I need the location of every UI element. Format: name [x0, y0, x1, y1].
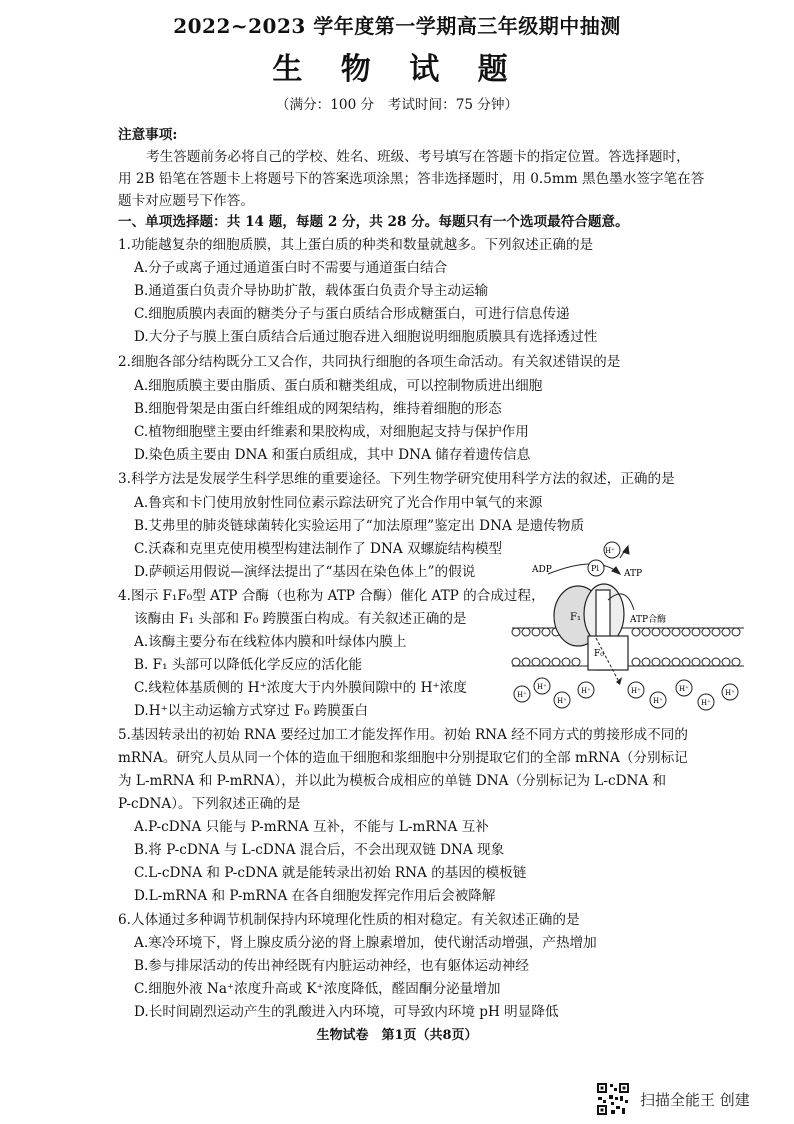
h-ion-label: H⁺	[517, 691, 527, 699]
question-option: C.线粒体基质侧的 H⁺浓度大于内外膜间隙中的 H⁺浓度	[134, 680, 467, 696]
question-stem: 4.图示 F₁F₀型 ATP 合酶（也称为 ATP 合酶）催化 ATP 的合成过程，	[118, 588, 545, 604]
lipid-head	[632, 628, 640, 636]
watermark-label: 扫描全能王 创建	[640, 1090, 750, 1109]
question-stem: P-cDNA）。下列叙述正确的是	[118, 796, 301, 812]
adp-label: ADP	[532, 565, 552, 575]
h-ion-label: H⁺	[557, 697, 567, 705]
lipid-head	[672, 628, 680, 636]
qr-code-icon	[596, 1082, 630, 1116]
h-ion-group	[514, 678, 738, 710]
question-option: B.参与排尿活动的传出神经既有内脏运动神经，也有躯体运动神经	[134, 958, 529, 974]
lipid-head	[722, 628, 730, 636]
exam-subject-title: 生 物 试 题	[272, 52, 522, 87]
page-footer: 生物试卷 第1页（共8页）	[316, 1028, 478, 1043]
exam-title-line1: 2022~2023 学年度第一学期高三年级期中抽测	[173, 14, 621, 38]
question-option: B.将 P-cDNA 与 L-cDNA 混合后，不会出现双链 DNA 现象	[134, 842, 505, 858]
question-option: C.沃森和克里克使用模型构建法制作了 DNA 双螺旋结构模型	[134, 541, 503, 557]
lipid-head	[712, 658, 720, 666]
question-option: C.细胞外液 Na⁺浓度升高或 K⁺浓度降低，醛固酮分泌量增加	[134, 981, 501, 997]
lipid-head	[672, 658, 680, 666]
lipid-head	[652, 628, 660, 636]
notice-line: 用 2B 铅笔在答题卡上将题号下的答案选项涂黑；答非选择题时，用 0.5mm 黑色墨水签字笔在答	[118, 171, 705, 187]
pi-label: Pi	[591, 564, 599, 573]
question-option: A.鲁宾和卡门使用放射性同位素示踪法研究了光合作用中氧气的来源	[134, 495, 543, 511]
lipid-head	[642, 658, 650, 666]
question-stem: 为 L-mRNA 和 P-mRNA），并以此为模板合成相应的单链 DNA（分别标记为 L-cDNA 和	[118, 773, 667, 789]
question-option: C.L-cDNA 和 P-cDNA 就是能转录出初始 RNA 的基因的模板链	[134, 865, 527, 881]
h-ion-label: H⁺	[701, 699, 711, 707]
question-option: D.长时间剧烈运动产生的乳酸进入内环境，可导致内环境 pH 明显降低	[134, 1004, 559, 1020]
notice-line: 考生答题前务必将自己的学校、姓名、班级、考号填写在答题卡的指定位置。答选择题时，	[146, 149, 690, 165]
question-stem: 5.基因转录出的初始 RNA 要经过加工才能发挥作用。初始 RNA 经不同方式的剪接形成不同的	[118, 727, 688, 743]
question-stem: mRNA。研究人员从同一个体的造血干细胞和浆细胞中分别提取它们的全部 mRNA（分别标记	[118, 750, 688, 766]
h-ion-label: H⁺	[537, 683, 547, 691]
lipid-head	[552, 658, 560, 666]
h-ion-label: H⁺	[581, 687, 591, 695]
lipid-head	[512, 658, 520, 666]
question-option: B. F₁ 头部可以降低化学反应的活化能	[134, 657, 363, 673]
question-option: A.寒冷环境下，肾上腺皮质分泌的肾上腺素增加，使代谢活动增强，产热增加	[134, 935, 597, 951]
question-stem: 3.科学方法是发展学生科学思维的重要途径。下列生物学研究使用科学方法的叙述，正确的是	[118, 471, 675, 487]
question-option: A.P-cDNA 只能与 P-mRNA 互补，不能与 L-mRNA 互补	[134, 819, 489, 835]
lipid-head	[692, 658, 700, 666]
lipid-head	[732, 658, 740, 666]
lipid-head	[522, 658, 530, 666]
lipid-head	[542, 658, 550, 666]
f0-channel	[588, 636, 628, 685]
lipid-head	[562, 658, 570, 666]
lipid-head	[712, 628, 720, 636]
question-option: C.植物细胞壁主要由纤维素和果胶构成，对细胞起支持与保护作用	[134, 424, 529, 440]
h-ion-label: H⁺	[653, 697, 663, 705]
question-stem: 1.功能越复杂的细胞质膜，其上蛋白质的种类和数量就越多。下列叙述正确的是	[118, 237, 594, 253]
question-stem: 2.细胞各部分结构既分工又合作，共同执行细胞的各项生命活动。有关叙述错误的是	[118, 354, 621, 370]
question-option: A.该酶主要分布在线粒体内膜和叶绿体内膜上	[134, 634, 407, 650]
lipid-head	[692, 628, 700, 636]
question-option: C.细胞质膜内表面的糖类分子与蛋白质结合形成糖蛋白，可进行信息传递	[134, 306, 570, 322]
lipid-head	[572, 658, 580, 666]
section-heading: 一、单项选择题：共 14 题，每题 2 分，共 28 分。每题只有一个选项最符合题意。	[118, 214, 629, 230]
lipid-head	[682, 628, 690, 636]
question-option: D.萨顿运用假说—演绎法提出了“基因在染色体上”的假说	[134, 564, 476, 580]
lipid-head	[682, 658, 690, 666]
exam-meta: （满分：100 分 考试时间：75 分钟）	[275, 97, 519, 113]
lipid-head	[632, 658, 640, 666]
question-stem: 该酶由 F₁ 头部和 F₀ 跨膜蛋白构成。有关叙述正确的是	[134, 611, 467, 627]
lipid-head	[522, 628, 530, 636]
lipid-head	[702, 658, 710, 666]
notice-heading: 注意事项:	[118, 127, 178, 143]
atp-synthase-diagram	[508, 540, 748, 715]
h-label: H⁺	[605, 547, 615, 555]
lipid-head	[532, 658, 540, 666]
lipid-head	[542, 628, 550, 636]
lipid-head	[732, 628, 740, 636]
question-option: A.细胞质膜主要由脂质、蛋白质和糖类组成，可以控制物质进出细胞	[134, 378, 543, 394]
notice-line: 题卡对应题号下作答。	[118, 193, 254, 209]
question-option: B.通道蛋白负责介导协助扩散，载体蛋白负责介导主动运输	[134, 283, 489, 299]
question-option: D.L-mRNA 和 P-mRNA 在各自细胞发挥完作用后会被降解	[134, 888, 496, 904]
scanner-watermark	[596, 1082, 750, 1116]
lipid-head	[702, 628, 710, 636]
lipid-head	[512, 628, 520, 636]
lipid-head	[532, 628, 540, 636]
lipid-head	[642, 628, 650, 636]
h-ion-label: H⁺	[631, 687, 641, 695]
question-stem: 6.人体通过多种调节机制保持内环境理化性质的相对稳定。有关叙述正确的是	[118, 912, 580, 928]
h-ion-label: H⁺	[679, 685, 689, 693]
lipid-head	[722, 658, 730, 666]
question-option: B.艾弗里的肺炎链球菌转化实验运用了“加法原理”鉴定出 DNA 是遗传物质	[134, 518, 585, 534]
f0-label: F₀	[594, 649, 604, 659]
question-option: D.H⁺以主动运输方式穿过 F₀ 跨膜蛋白	[134, 703, 369, 719]
enzyme-label: ATP合酶	[630, 615, 667, 625]
lipid-head	[662, 658, 670, 666]
question-option: D.染色质主要由 DNA 和蛋白质组成，其中 DNA 储存着遗传信息	[134, 447, 531, 463]
question-option: A.分子或离子通过通道蛋白时不需要与通道蛋白结合	[134, 260, 448, 276]
lipid-head	[662, 628, 670, 636]
question-option: B.细胞骨架是由蛋白纤维组成的网架结构，维持着细胞的形态	[134, 401, 502, 417]
h-ion-label: H⁺	[725, 689, 735, 697]
atp-label: ATP	[624, 569, 643, 579]
question-option: D.大分子与膜上蛋白质结合后通过胞吞进入细胞说明细胞质膜具有选择透过性	[134, 329, 598, 345]
lipid-head	[652, 658, 660, 666]
f1-label: F₁	[570, 612, 581, 623]
